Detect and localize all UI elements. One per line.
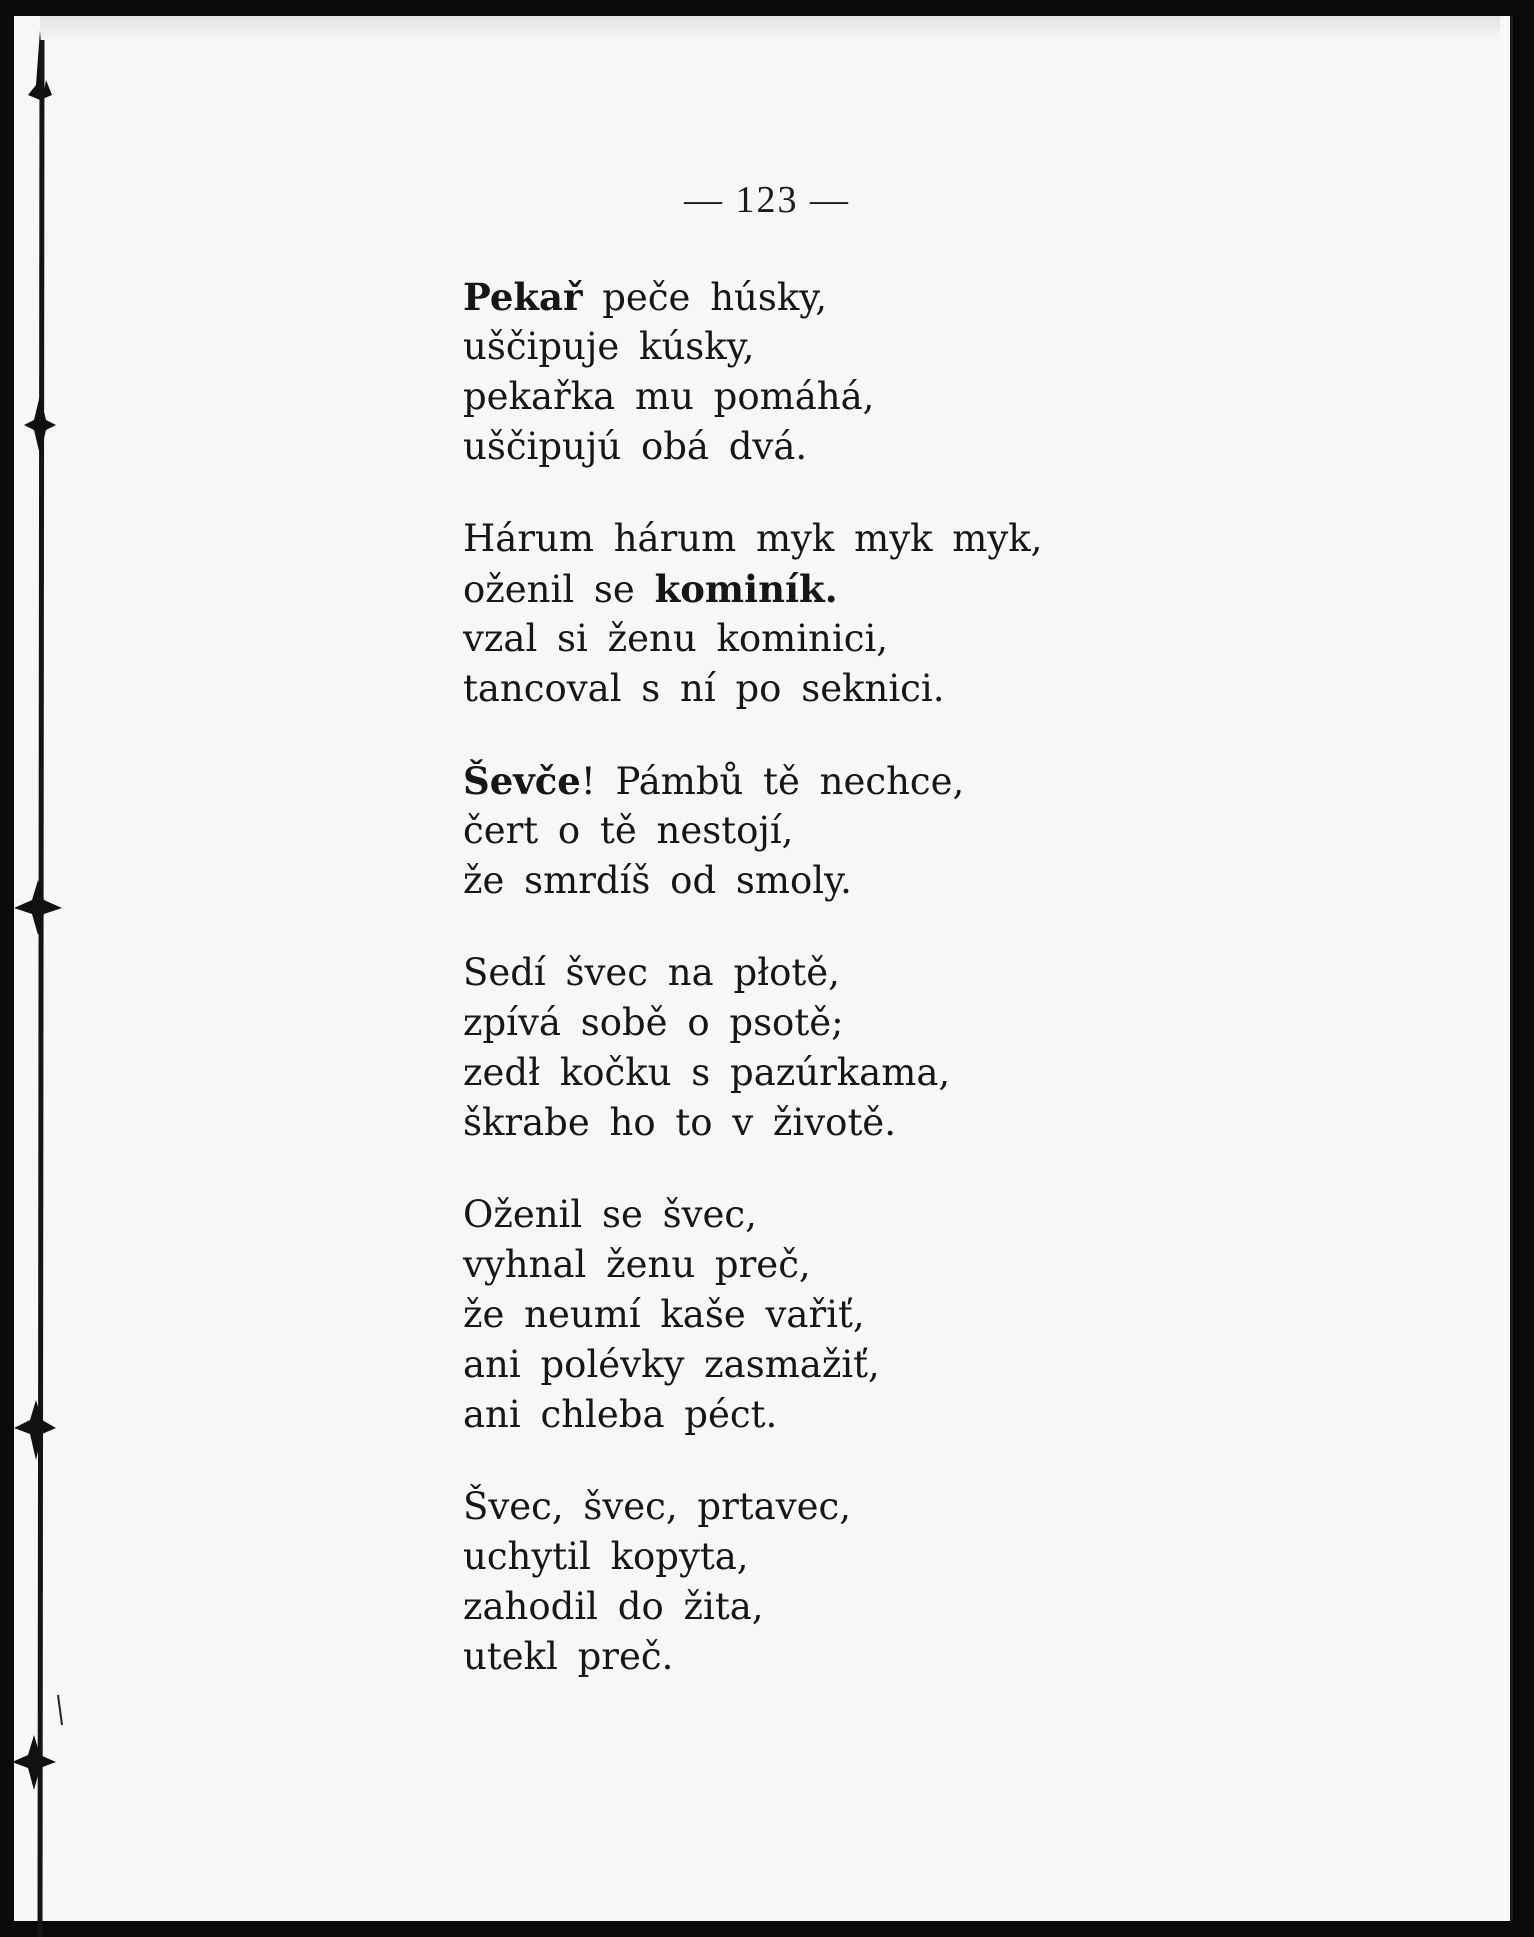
verse-line: pekařka mu pomáhá, (463, 375, 875, 418)
poem-text (463, 272, 1463, 1724)
stanza (463, 272, 1463, 472)
page-number: — 123 — (684, 179, 850, 221)
verse-line: zpívá sobě o psotě; (463, 1001, 844, 1044)
verse-line (463, 272, 1463, 322)
bold-word: Ševče (463, 759, 581, 803)
binding-stitch-mark (14, 880, 62, 935)
top-edge-shadow (40, 16, 1500, 42)
verse-line: ani polévky zasmažiť, (463, 1343, 880, 1386)
stanza (463, 1190, 1463, 1440)
verse-line: ani chleba péct. (463, 1393, 778, 1436)
bold-word: kominík. (654, 567, 838, 611)
verse-line: utekl preč. (463, 1635, 674, 1678)
book-binding-edge (0, 0, 80, 1937)
stanza (463, 514, 1463, 714)
verse-line: čert o tě nestojí, (463, 809, 794, 852)
binding-stitch-mark (24, 395, 56, 455)
verse-line: Hárum hárum myk myk myk, (463, 517, 1043, 560)
verse-line: škrabe ho to v životě. (463, 1101, 896, 1144)
bold-word: Pekař (463, 275, 583, 319)
verse-line: že smrdíš od smoly. (463, 859, 852, 902)
verse-line: Oženil se švec, (463, 1193, 757, 1236)
line-text: ! Pámbů tě nechce, (580, 760, 965, 803)
verse-line: vzal si ženu kominici, (463, 617, 889, 660)
verse-line: zahodil do žita, (463, 1585, 764, 1628)
line-text: peče húsky, (582, 276, 828, 319)
verse-line (463, 756, 1463, 806)
verse-line: tancoval s ní po seknici. (463, 667, 945, 710)
line-text: oženil se (463, 568, 655, 611)
verse-line: vyhnal ženu preč, (463, 1243, 811, 1286)
verse-line: Švec, švec, prtavec, (463, 1485, 852, 1528)
stanza (463, 948, 1463, 1148)
binding-stitch-mark (12, 1735, 56, 1790)
verse-line: uščipujú obá dvá. (463, 425, 808, 468)
verse-line: uščipuje kúsky, (463, 325, 755, 368)
binding-stitch-mark (14, 1400, 56, 1460)
verse-line: že neumí kaše vařiť, (463, 1293, 865, 1336)
verse-line: Sedí švec na płotě, (463, 951, 840, 994)
stanza (463, 1482, 1463, 1682)
stanza (463, 756, 1463, 906)
verse-line (463, 564, 1463, 614)
verse-line: zedł kočku s pazúrkama, (463, 1051, 951, 1094)
verse-line: uchytil kopyta, (463, 1535, 749, 1578)
